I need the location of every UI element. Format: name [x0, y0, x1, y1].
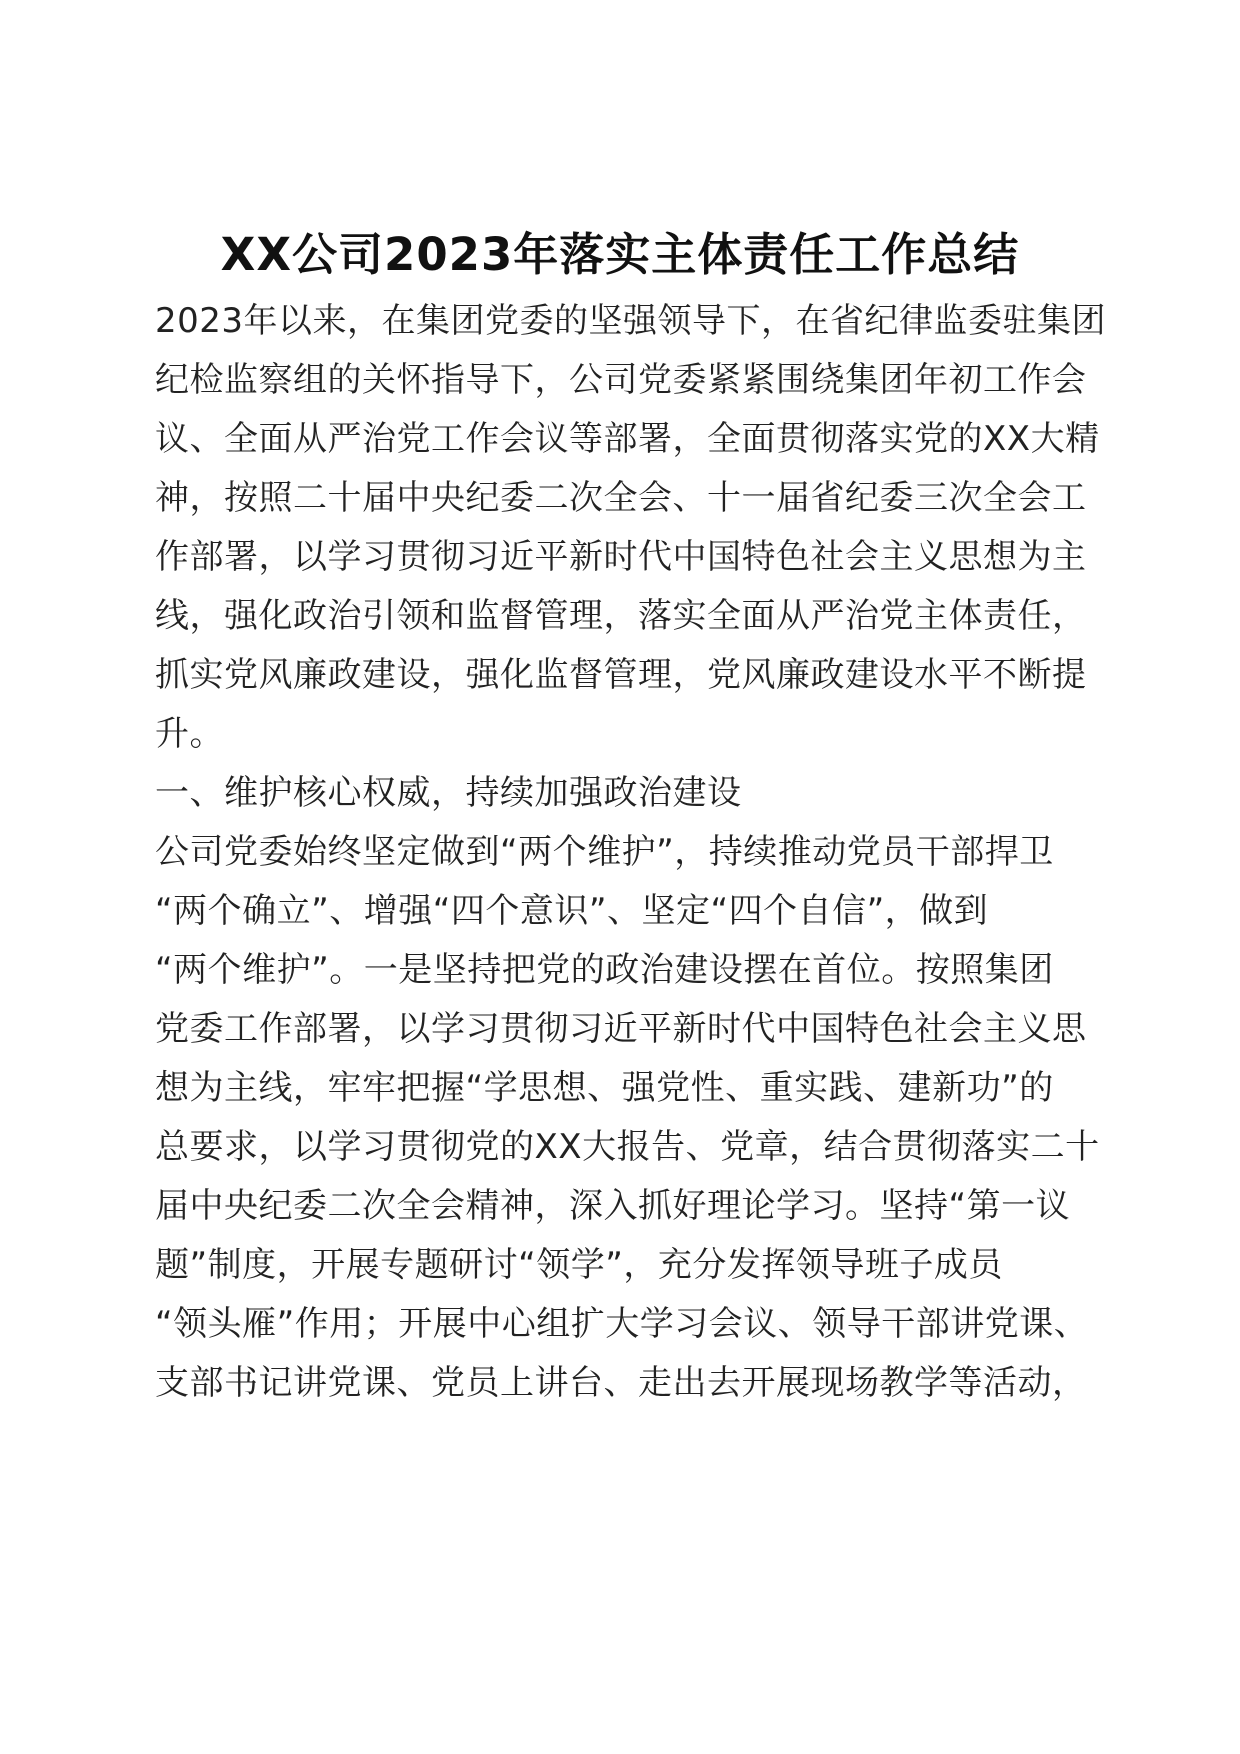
- body-line: 升。: [155, 714, 224, 754]
- body-line: “两个维护”。一是坚持把党的政治建设摆在首位。按照集团: [155, 950, 1054, 990]
- body-line: 2023年以来，在集团党委的坚强领导下，在省纪律监委驻集团: [155, 301, 1107, 341]
- document-title: XX公司2023年落实主体责任工作总结: [220, 228, 1020, 281]
- body-line: 作部署，以学习贯彻习近平新时代中国特色社会主义思想为主: [155, 537, 1087, 577]
- body-line: 支部书记讲党课、党员上讲台、走出去开展现场教学等活动，: [155, 1363, 1087, 1403]
- section-heading: 一、维护核心权威，持续加强政治建设: [155, 773, 742, 813]
- body-line: 想为主线，牢牢把握“学思想、强党性、重实践、建新功”的: [155, 1068, 1054, 1108]
- body-line: 神，按照二十届中央纪委二次全会、十一届省纪委三次全会工: [155, 478, 1087, 518]
- body-line: “两个确立”、增强“四个意识”、坚定“四个自信”，做到: [155, 891, 989, 931]
- body-line: 公司党委始终坚定做到“两个维护”，持续推动党员干部捍卫: [155, 832, 1054, 872]
- body-line: 总要求，以学习贯彻党的XX大报告、党章，结合贯彻落实二十: [155, 1127, 1100, 1167]
- body-line: 线，强化政治引领和监督管理，落实全面从严治党主体责任，: [155, 596, 1087, 636]
- body-line: 议、全面从严治党工作会议等部署，全面贯彻落实党的XX大精: [155, 419, 1100, 459]
- body-line: “领头雁”作用；开展中心组扩大学习会议、领导干部讲党课、: [155, 1304, 1089, 1344]
- body-line: 纪检监察组的关怀指导下，公司党委紧紧围绕集团年初工作会: [155, 360, 1087, 400]
- body-line: 党委工作部署，以学习贯彻习近平新时代中国特色社会主义思: [155, 1009, 1087, 1049]
- body-line: 届中央纪委二次全会精神，深入抓好理论学习。坚持“第一议: [155, 1186, 1071, 1226]
- body-line: 抓实党风廉政建设，强化监督管理，党风廉政建设水平不断提: [155, 655, 1087, 695]
- body-line: 题”制度，开展专题研讨“领学”，充分发挥领导班子成员: [155, 1245, 1003, 1285]
